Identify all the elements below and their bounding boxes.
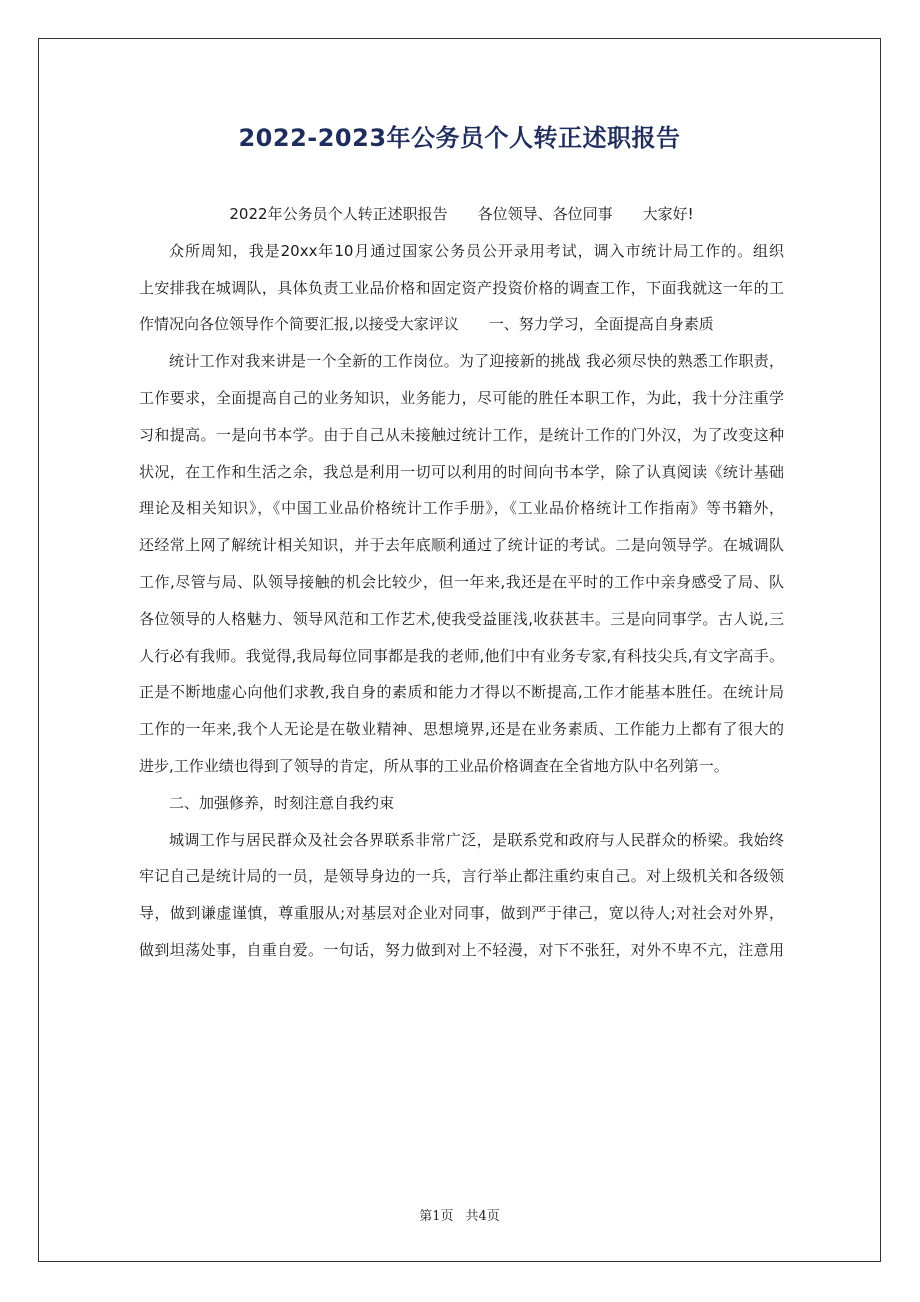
text-line: 各位领导的人格魅力、领导风范和工作艺术,使我受益匪浅,收获甚丰。三是向同事学。古人说,三 — [139, 609, 784, 628]
text-line: 统计工作对我来讲是一个全新的工作岗位。为了迎接新的挑战 我必须尽快的熟悉工作职责， — [169, 352, 784, 371]
text-line: 工作,尽管与局、队领导接触的机会比较少，但一年来,我还是在平时的工作中亲身感受了局、队 — [139, 572, 784, 591]
text-line: 工作的一年来,我个人无论是在敬业精神、思想境界,还是在业务素质、工作能力上都有了很大的 — [139, 720, 784, 739]
text-line: 做到坦荡处事，自重自爱。一句话，努力做到对上不轻漫，对下不张狂，对外不卑不亢，注意用 — [139, 940, 784, 959]
page-number: 第1页 — [419, 1209, 454, 1224]
text-line: 正是不断地虚心向他们求教,我自身的素质和能力才得以不断提高,工作才能基本胜任。在统计局 — [139, 683, 784, 702]
header-line-part2: 各位领导、各位同事 — [477, 205, 613, 223]
text-line: 导，做到谦虚谨慎，尊重服从;对基层对企业对同事，做到严于律己，宽以待人;对社会对外界， — [139, 904, 784, 923]
text-line: 上安排我在城调队，具体负责工业品价格和固定资产投资价格的调查工作，下面我就这一年的工 — [139, 278, 784, 297]
text-line: 进步,工作业绩也得到了领导的肯定，所从事的工业品价格调查在全省地方队中名列第一。 — [139, 756, 729, 775]
document-title: 2022-2023年公务员个人转正述职报告 — [238, 124, 681, 152]
text-line: 城调工作与居民群众及社会各界联系非常广泛，是联系党和政府与人民群众的桥梁。我始终 — [169, 830, 784, 849]
text-line: 习和提高。一是向书本学。由于自己从未接触过统计工作，是统计工作的门外汉，为了改变这种 — [139, 425, 784, 444]
text-line: 牢记自己是统计局的一员，是领导身边的一兵，言行举止都注重约束自己。对上级机关和各级领 — [139, 867, 784, 886]
text-line: 还经常上网了解统计相关知识，并于去年底顺利通过了统计证的考试。二是向领导学。在城调队 — [139, 536, 784, 555]
text-line: 工作要求，全面提高自己的业务知识，业务能力，尽可能的胜任本职工作，为此，我十分注重学 — [139, 388, 784, 407]
text-line: 状况，在工作和生活之余，我总是利用一切可以利用的时间向书本学，除了认真阅读《统计基础 — [139, 462, 784, 481]
section-heading: 二、加强修养，时刻注意自我约束 — [169, 793, 395, 812]
document-body — [139, 196, 784, 969]
text-line: 众所周知，我是20xx年10月通过国家公务员公开录用考试，调入市统计局工作的。组织 — [169, 241, 784, 260]
text-line: 理论及相关知识》，《中国工业品价格统计工作手册》，《工业品价格统计工作指南》等书籍外， — [139, 499, 784, 518]
text-line: 人行必有我师。我觉得,我局每位同事都是我的老师,他们中有业务专家,有科技尖兵,有文字高手。 — [139, 646, 784, 665]
page-total: 共4页 — [465, 1209, 500, 1224]
header-line-part3: 大家好! — [642, 205, 694, 223]
header-line-part1: 2022年公务员个人转正述职报告 — [229, 205, 448, 223]
header-line — [139, 196, 784, 233]
page-footer — [38, 1205, 881, 1224]
text-line: 作情况向各位领导作个简要汇报,以接受大家评议 一、努力学习，全面提高自身素质 — [139, 315, 714, 334]
